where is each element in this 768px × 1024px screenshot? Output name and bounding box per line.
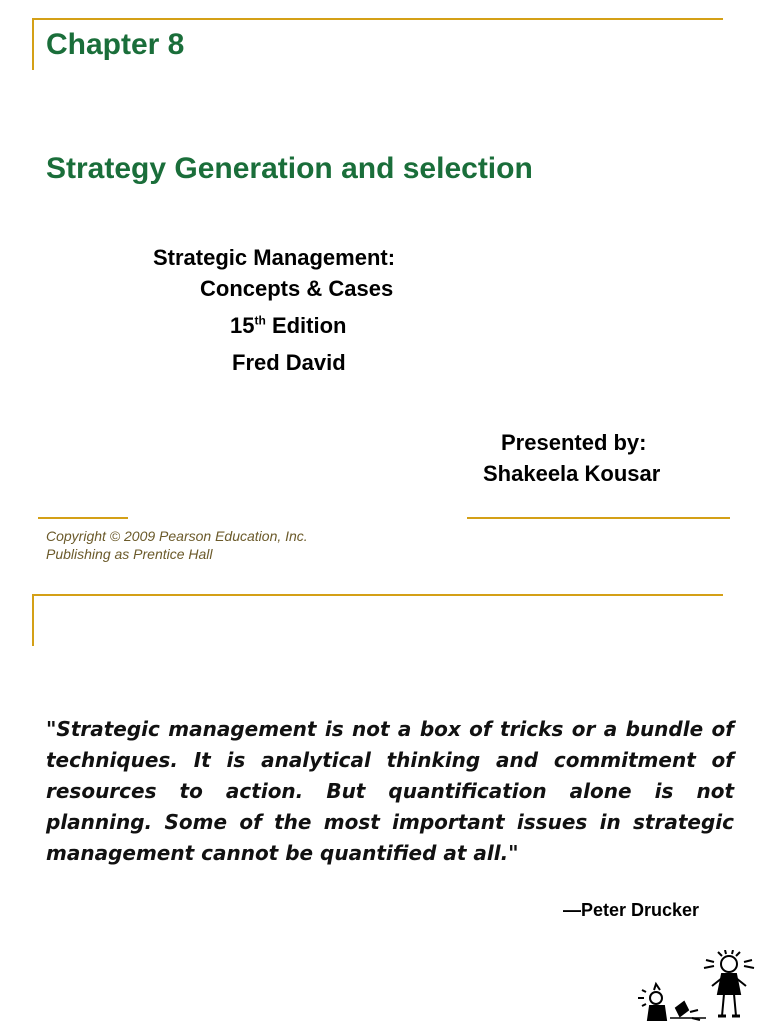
presented-by-label: Presented by:: [501, 430, 647, 455]
bottom-left-rule: [38, 517, 128, 519]
top-rule: [32, 18, 723, 20]
copyright-notice: [46, 527, 308, 563]
edition-word: Edition: [271, 313, 347, 338]
drucker-quote: "Strategic management is not a box of tricks or a bundle of techniques. It is analytical thinking and commitment of resources to action. But quantification alone is not planning. Some of the most important issues in strategic management cannot be quantified at all.": [46, 717, 734, 865]
top-left-rule: [32, 18, 34, 70]
chapter-heading: Chapter 8: [46, 28, 185, 61]
quote-attribution: —Peter Drucker: [563, 900, 700, 920]
author: Fred David: [232, 350, 346, 375]
edition: [230, 313, 346, 339]
slide2-left-rule: [32, 594, 34, 646]
edition-number: 15: [230, 313, 255, 338]
bottom-right-rule: [467, 517, 730, 519]
slide2-top-rule: [32, 594, 723, 596]
people-clipart-icon: [626, 950, 762, 1024]
copyright-line1: Copyright © 2009 Pearson Education, Inc.: [46, 528, 308, 544]
copyright-line2: Publishing as Prentice Hall: [46, 546, 213, 562]
slide-title: Strategy Generation and selection: [46, 152, 533, 185]
book-title-line1: Strategic Management:: [153, 245, 396, 270]
presenter-name: Shakeela Kousar: [483, 461, 661, 486]
edition-suffix: th: [254, 313, 266, 328]
book-title-line2: Concepts & Cases: [200, 276, 394, 301]
